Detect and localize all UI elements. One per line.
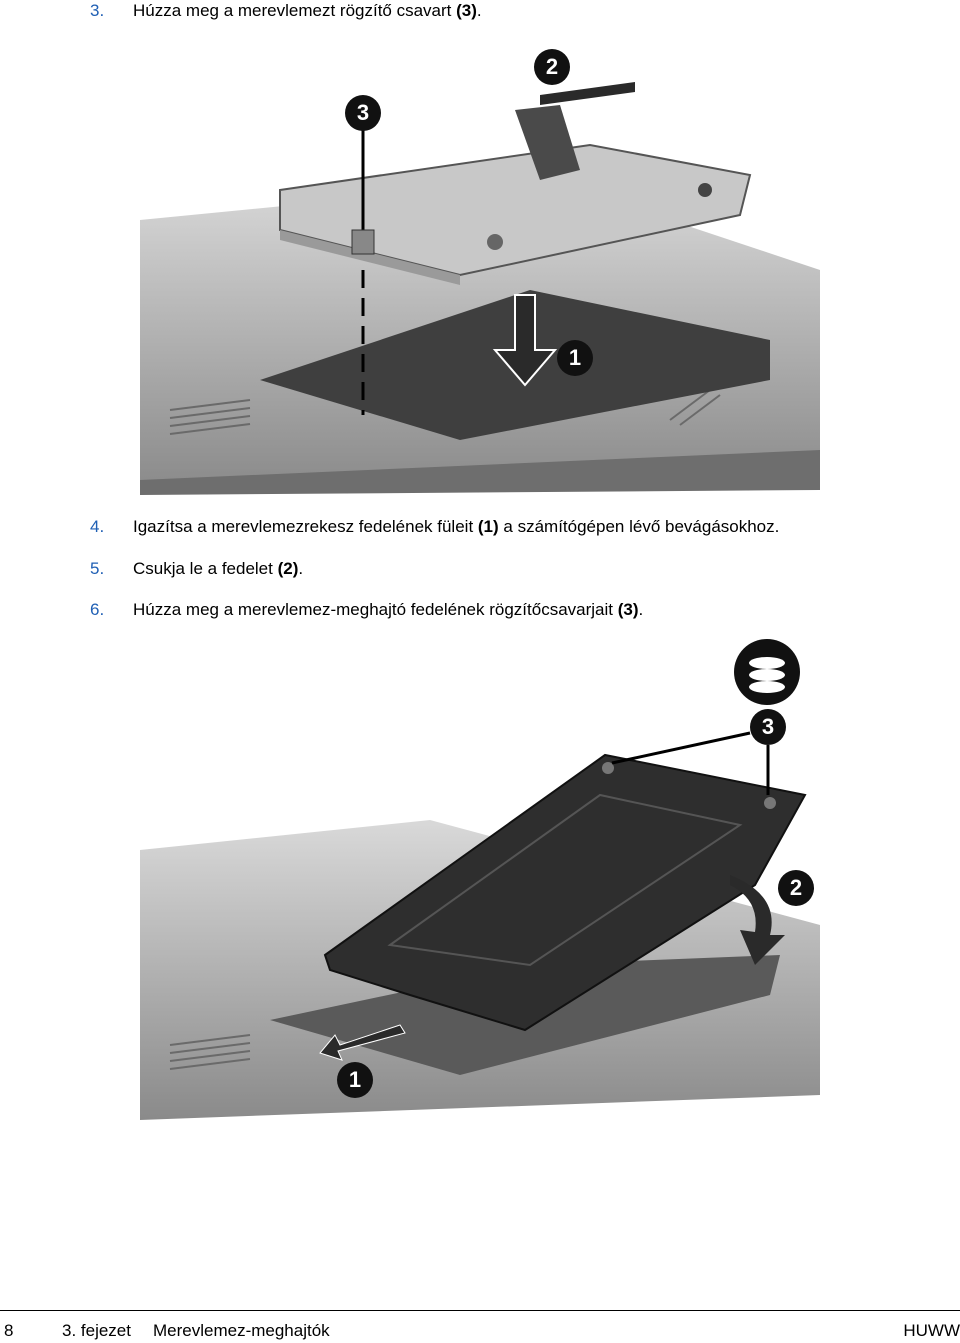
- cover-screw: [764, 797, 776, 809]
- step-4: 4. Igazítsa a merevlemezrekesz fedelének füleit (1) a számítógépen lévő bevágásokhoz.: [90, 517, 780, 536]
- page-footer: [0, 1310, 960, 1343]
- step-text: Igazítsa a merevlemezrekesz fedelének füleit: [133, 517, 478, 536]
- step-ref: (3): [617, 600, 639, 619]
- chapter-label: 3. fejezet: [62, 1321, 131, 1340]
- hard-drive-insertion-illustration: [130, 40, 830, 500]
- step-5: 5. Csukja le a fedelet (2).: [90, 559, 304, 578]
- svg-text:3: 3: [356, 100, 370, 125]
- step-text: Húzza meg a merevlemezt rögzítő csavart: [133, 1, 457, 20]
- svg-text:1: 1: [568, 345, 582, 370]
- callout-3: [750, 709, 786, 745]
- callout-2: [534, 49, 570, 85]
- callout-1: [557, 340, 593, 376]
- callout-3: [345, 95, 381, 131]
- screw: [352, 230, 374, 254]
- step-ref: (2): [277, 559, 299, 578]
- svg-text:2: 2: [545, 54, 559, 79]
- hard-drive-icon: [734, 639, 800, 705]
- step-number: 6.: [90, 600, 105, 619]
- step-number: 5.: [90, 559, 105, 578]
- step-text: Csukja le a fedelet: [133, 559, 278, 578]
- right-arrow: [540, 82, 635, 105]
- brand-code: HUWW: [903, 1321, 960, 1340]
- step-ref: (1): [477, 517, 499, 536]
- svg-text:2: 2: [789, 875, 803, 900]
- step-ref: (3): [456, 1, 477, 20]
- callout-2: [778, 870, 814, 906]
- step-3: 3. Húzza meg a merevlemezt rögzítő csavart (3).: [90, 1, 482, 20]
- step-6: 6. Húzza meg a merevlemez-meghajtó fedelének rögzítőcsavarjait (3).: [90, 600, 644, 619]
- page-number: 8: [4, 1321, 14, 1340]
- step-text: Húzza meg a merevlemez-meghajtó fedelének rögzítőcsavarjait: [133, 600, 618, 619]
- step-number: 4.: [90, 517, 105, 536]
- cover-closing-illustration: [130, 635, 830, 1130]
- chapter-title: Merevlemez-meghajtók: [153, 1321, 330, 1340]
- callout-1: [337, 1062, 373, 1098]
- svg-text:3: 3: [761, 714, 775, 739]
- step-number: 3.: [90, 1, 105, 20]
- svg-text:1: 1: [348, 1067, 362, 1092]
